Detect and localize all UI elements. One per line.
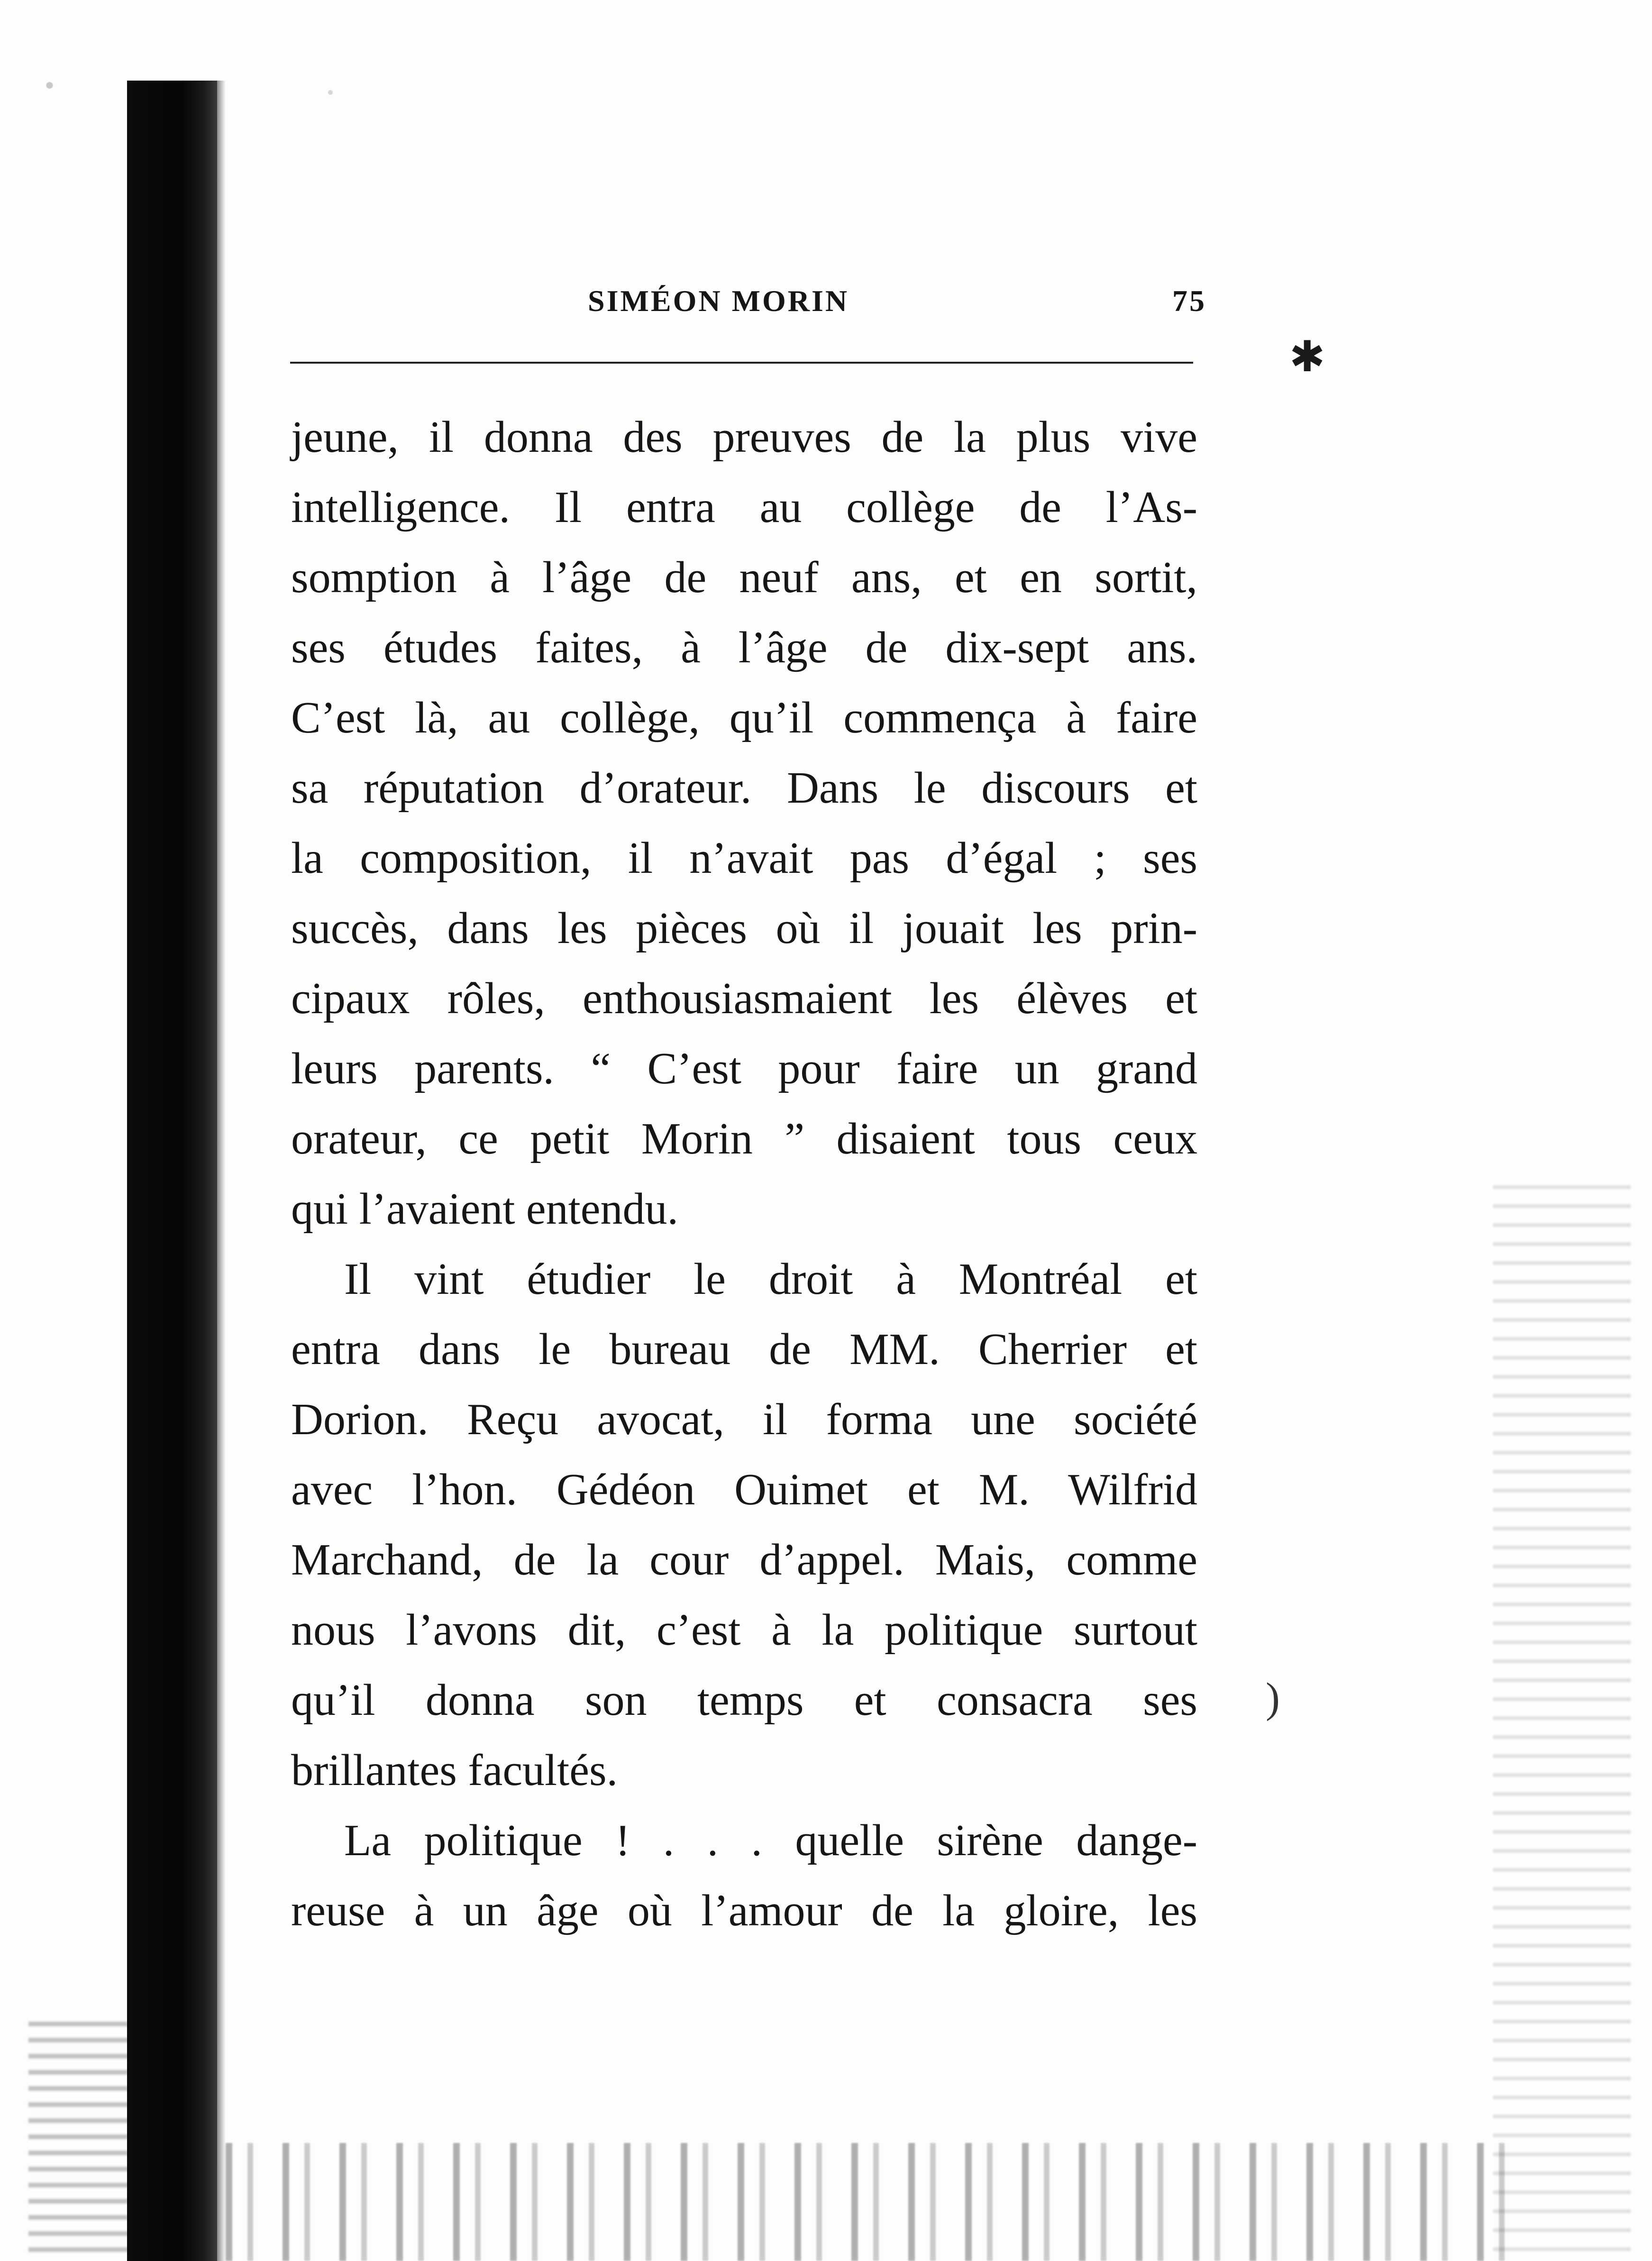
text-line: Il vint étudier le droit à Montréal et bbox=[344, 1254, 1197, 1304]
text-line: leurs parents. “ C’est pour faire un grand bbox=[291, 1044, 1197, 1093]
text-line: La politique ! . . . quelle sirène dange- bbox=[344, 1816, 1197, 1865]
paragraph-2 bbox=[291, 1244, 1197, 1805]
text-line: qui l’avaient entendu. bbox=[291, 1184, 678, 1234]
binding-shadow bbox=[127, 81, 217, 2261]
text-line: la composition, il n’avait pas d’égal ; ses bbox=[291, 833, 1197, 883]
ink-blot-mark: ✱ bbox=[1289, 332, 1325, 382]
text-line: nous l’avons dit, c’est à la politique surtout bbox=[291, 1605, 1197, 1655]
text-line: sa réputation d’orateur. Dans le discours et bbox=[291, 763, 1197, 813]
text-line: cipaux rôles, enthousiasmaient les élèves et bbox=[291, 974, 1197, 1023]
stray-paren-mark: ) bbox=[1266, 1675, 1280, 1721]
text-line: brillantes facultés. bbox=[291, 1746, 618, 1795]
scan-noise-bottom bbox=[226, 2143, 1534, 2261]
paragraph-1 bbox=[291, 402, 1197, 1244]
text-line: Marchand, de la cour d’appel. Mais, comme bbox=[291, 1535, 1197, 1584]
page-number: 75 bbox=[1172, 284, 1206, 318]
text-line: Dorion. Reçu avocat, il forma une société bbox=[291, 1395, 1197, 1444]
text-line: reuse à un âge où l’amour de la gloire, les bbox=[291, 1886, 1197, 1935]
scan-noise-right bbox=[1493, 1185, 1631, 2261]
text-line: qu’il donna son temps et consacra ses bbox=[291, 1675, 1197, 1725]
header-rule bbox=[290, 362, 1193, 364]
text-line: C’est là, au collège, qu’il commença à faire bbox=[291, 693, 1197, 742]
paragraph-3 bbox=[291, 1805, 1197, 1946]
text-line: entra dans le bureau de MM. Cherrier et bbox=[291, 1325, 1197, 1374]
text-line: orateur, ce petit Morin ” disaient tous ceux bbox=[291, 1114, 1197, 1163]
text-line: avec l’hon. Gédéon Ouimet et M. Wilfrid bbox=[291, 1465, 1197, 1514]
body-text bbox=[291, 402, 1197, 1946]
text-line: somption à l’âge de neuf ans, et en sortit, bbox=[291, 553, 1197, 602]
running-header bbox=[588, 284, 1206, 326]
scan-noise-bottom-left bbox=[28, 2015, 128, 2252]
running-title: SIMÉON MORIN bbox=[588, 284, 849, 318]
text-line: intelligence. Il entra au collège de l’As- bbox=[291, 483, 1197, 532]
text-line: succès, dans les pièces où il jouait les prin- bbox=[291, 904, 1197, 953]
binding-shadow-fade bbox=[217, 81, 226, 2261]
scan-noise-top bbox=[0, 57, 1652, 128]
text-line: ses études faites, à l’âge de dix-sept ans. bbox=[291, 623, 1197, 672]
text-line: jeune, il donna des preuves de la plus vive bbox=[291, 412, 1197, 462]
